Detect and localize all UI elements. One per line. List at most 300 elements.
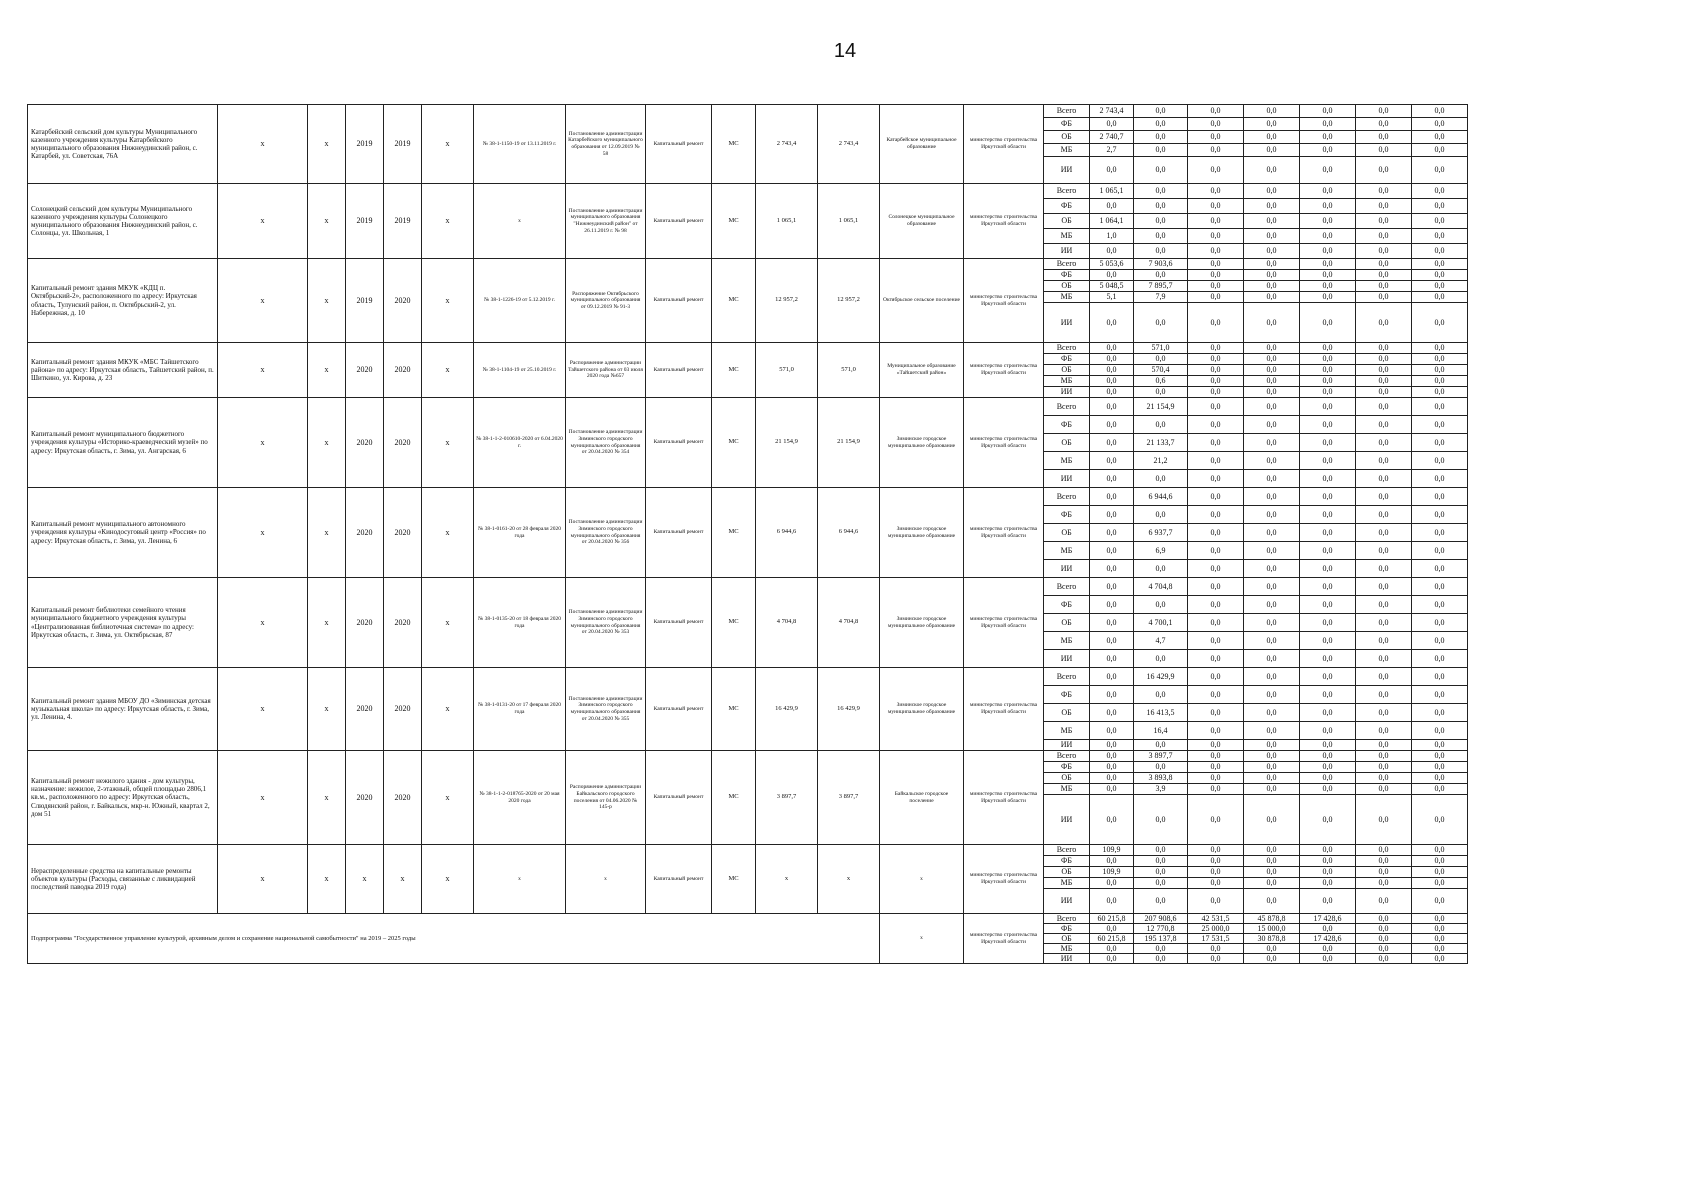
amount-cell: 0,0 bbox=[1134, 387, 1188, 398]
amount-cell: 0,0 bbox=[1356, 157, 1412, 184]
amount-cell: 0,0 bbox=[1134, 596, 1188, 614]
amount-cell: 0,0 bbox=[1356, 398, 1412, 416]
amount-cell: 0,0 bbox=[1412, 144, 1468, 157]
amount-cell: 0,0 bbox=[1244, 270, 1300, 281]
amount-cell: 0,0 bbox=[1188, 722, 1244, 740]
amount-cell: 12 770,8 bbox=[1134, 924, 1188, 934]
amount-cell: 0,0 bbox=[1356, 784, 1412, 795]
amount-cell: 0,0 bbox=[1300, 270, 1356, 281]
amount-cell: 0,0 bbox=[1412, 878, 1468, 889]
amount-cell: 0,6 bbox=[1134, 376, 1188, 387]
amount-cell: 0,0 bbox=[1188, 560, 1244, 578]
amount-cell: 0,0 bbox=[1090, 452, 1134, 470]
amount-cell: 0,0 bbox=[1188, 578, 1244, 596]
amount-cell: 0,0 bbox=[1244, 229, 1300, 244]
amount-cell: 0,0 bbox=[1300, 686, 1356, 704]
amount-cell: 2,7 bbox=[1090, 144, 1134, 157]
amount-cell: 0,0 bbox=[1356, 281, 1412, 292]
amount-cell: 0,0 bbox=[1356, 722, 1412, 740]
amount-cell: 0,0 bbox=[1300, 118, 1356, 131]
object-description-cell: Солонецкий сельский дом культуры Муниципального казенного учреждения культуры Солонецкого муниципального образования Нижнеудинский район, с. Солонцы, ул. Школьная, 1 bbox=[28, 184, 218, 259]
amount-cell: 0,0 bbox=[1244, 889, 1300, 914]
amount-cell: 0,0 bbox=[1356, 470, 1412, 488]
amount-cell: 0,0 bbox=[1356, 773, 1412, 784]
recipient-cell: Муниципальное образование «Тайшетский район» bbox=[880, 343, 964, 398]
amount-cell: 0,0 bbox=[1300, 281, 1356, 292]
amount-cell: 0,0 bbox=[1090, 470, 1134, 488]
fund-source-label: ОБ bbox=[1044, 214, 1090, 229]
amount-cell: 0,0 bbox=[1356, 889, 1412, 914]
amount-cell: 0,0 bbox=[1244, 376, 1300, 387]
start-year-cell: 2020 bbox=[346, 398, 384, 488]
start-year-cell: 2019 bbox=[346, 184, 384, 259]
work-type-cell: Капитальный ремонт bbox=[646, 398, 712, 488]
recipient-cell: Зиминское городское муниципальное образование bbox=[880, 668, 964, 751]
amount-cell: 0,0 bbox=[1090, 751, 1134, 762]
amount-cell: 0,0 bbox=[1356, 488, 1412, 506]
amount-cell: 0,0 bbox=[1356, 365, 1412, 376]
amount-cell: 0,0 bbox=[1134, 144, 1188, 157]
amount-cell: 0,0 bbox=[1412, 784, 1468, 795]
amount-cell: 21 154,9 bbox=[1134, 398, 1188, 416]
amount-cell: 45 878,8 bbox=[1244, 914, 1300, 924]
amount-cell: 0,0 bbox=[1134, 560, 1188, 578]
fund-source-label: ФБ bbox=[1044, 596, 1090, 614]
category-cell: МС bbox=[712, 259, 756, 343]
amount-cell: 0,0 bbox=[1188, 365, 1244, 376]
amount-cell: 0,0 bbox=[1090, 416, 1134, 434]
amount-cell: 0,0 bbox=[1300, 214, 1356, 229]
amount-cell: 0,0 bbox=[1188, 878, 1244, 889]
fund-source-label: ОБ bbox=[1044, 934, 1090, 944]
amount-cell: 0,0 bbox=[1300, 524, 1356, 542]
fund-source-label: Всего bbox=[1044, 343, 1090, 354]
amount-cell: 0,0 bbox=[1356, 650, 1412, 668]
mark-cell-1: х bbox=[218, 259, 308, 343]
amount-cell: 0,0 bbox=[1188, 944, 1244, 954]
fund-source-label: ОБ bbox=[1044, 524, 1090, 542]
amount-cell: 0,0 bbox=[1188, 281, 1244, 292]
amount-cell: 0,0 bbox=[1090, 704, 1134, 722]
amount-cell: 0,0 bbox=[1090, 944, 1134, 954]
amount-cell: 0,0 bbox=[1412, 470, 1468, 488]
amount-cell: 570,4 bbox=[1134, 365, 1188, 376]
amount-cell: 0,0 bbox=[1412, 889, 1468, 914]
amount-cell: 0,0 bbox=[1188, 416, 1244, 434]
amount-cell: 0,0 bbox=[1244, 281, 1300, 292]
amount-cell: 0,0 bbox=[1356, 292, 1412, 303]
recipient-cell: Байкальское городское поселение bbox=[880, 751, 964, 845]
amount-cell: 0,0 bbox=[1300, 542, 1356, 560]
estimated-cost-cell: 12 957,2 bbox=[756, 259, 818, 343]
amount-cell: 30 878,8 bbox=[1244, 934, 1300, 944]
amount-cell: 0,0 bbox=[1244, 856, 1300, 867]
amount-cell: 0,0 bbox=[1188, 470, 1244, 488]
amount-cell: 0,0 bbox=[1244, 878, 1300, 889]
amount-cell: 0,0 bbox=[1188, 524, 1244, 542]
amount-cell: 0,0 bbox=[1188, 303, 1244, 343]
mark-cell-1: х bbox=[218, 184, 308, 259]
mark-cell-3: х bbox=[422, 398, 474, 488]
mark-cell-1: х bbox=[218, 105, 308, 184]
amount-cell: 0,0 bbox=[1412, 105, 1468, 118]
expertise-cell: № 38-1-1226-19 от 5.12.2019 г. bbox=[474, 259, 566, 343]
amount-cell: 0,0 bbox=[1300, 376, 1356, 387]
amount-cell: 3,9 bbox=[1134, 784, 1188, 795]
recipient-cell: х bbox=[880, 845, 964, 914]
amount-cell: 0,0 bbox=[1188, 704, 1244, 722]
amount-cell: 0,0 bbox=[1356, 751, 1412, 762]
amount-cell: 0,0 bbox=[1090, 889, 1134, 914]
start-year-cell: 2019 bbox=[346, 259, 384, 343]
amount-cell: 0,0 bbox=[1412, 398, 1468, 416]
amount-cell: 0,0 bbox=[1090, 118, 1134, 131]
amount-cell: 16 429,9 bbox=[1134, 668, 1188, 686]
amount-cell: 0,0 bbox=[1300, 184, 1356, 199]
amount-cell: 0,0 bbox=[1090, 434, 1134, 452]
expertise-cell: № 38-1-1-2-010610-2020 от 6.04.2020 г. bbox=[474, 398, 566, 488]
amount-cell: 0,0 bbox=[1244, 944, 1300, 954]
amount-cell: 0,0 bbox=[1134, 105, 1188, 118]
start-year-cell: 2020 bbox=[346, 668, 384, 751]
fund-source-label: ИИ bbox=[1044, 650, 1090, 668]
category-cell: МС bbox=[712, 398, 756, 488]
end-year-cell: 2020 bbox=[384, 668, 422, 751]
estimated-cost-cell: 1 065,1 bbox=[756, 184, 818, 259]
amount-cell: 0,0 bbox=[1134, 214, 1188, 229]
amount-cell: 3 893,8 bbox=[1134, 773, 1188, 784]
amount-cell: 0,0 bbox=[1090, 773, 1134, 784]
work-type-cell: Капитальный ремонт bbox=[646, 578, 712, 668]
amount-cell: 0,0 bbox=[1356, 416, 1412, 434]
amount-cell: 0,0 bbox=[1412, 303, 1468, 343]
decision-act-cell: Распоряжение Октябрьского муниципального образования от 09.12.2019 № 91-3 bbox=[566, 259, 646, 343]
end-year-cell: 2020 bbox=[384, 578, 422, 668]
amount-cell: 0,0 bbox=[1300, 795, 1356, 845]
amount-cell: 0,0 bbox=[1244, 157, 1300, 184]
end-year-cell: 2020 bbox=[384, 259, 422, 343]
amount-cell: 0,0 bbox=[1090, 924, 1134, 934]
expertise-cell: № 38-1-1150-19 от 13.11.2019 г. bbox=[474, 105, 566, 184]
amount-cell: 0,0 bbox=[1412, 704, 1468, 722]
amount-cell: 0,0 bbox=[1244, 668, 1300, 686]
amount-cell: 0,0 bbox=[1244, 740, 1300, 751]
amount-cell: 0,0 bbox=[1188, 452, 1244, 470]
work-type-cell: Капитальный ремонт bbox=[646, 343, 712, 398]
amount-cell: 7 895,7 bbox=[1134, 281, 1188, 292]
table-row bbox=[28, 845, 1468, 856]
amount-cell: 17 531,5 bbox=[1188, 934, 1244, 944]
amount-cell: 0,0 bbox=[1244, 470, 1300, 488]
amount-cell: 0,0 bbox=[1300, 416, 1356, 434]
amount-cell: 0,0 bbox=[1412, 281, 1468, 292]
amount-cell: 0,0 bbox=[1300, 398, 1356, 416]
decision-act-cell: Распоряжение администрации Байкальского городского поселения от 04.06.2020 № 145-р bbox=[566, 751, 646, 845]
work-type-cell: Капитальный ремонт bbox=[646, 488, 712, 578]
amount-cell: 0,0 bbox=[1356, 506, 1412, 524]
amount-cell: 0,0 bbox=[1134, 650, 1188, 668]
amount-cell: 0,0 bbox=[1244, 199, 1300, 214]
fund-source-label: Всего bbox=[1044, 845, 1090, 856]
amount-cell: 0,0 bbox=[1090, 376, 1134, 387]
start-year-cell: 2019 bbox=[346, 105, 384, 184]
fund-source-label: ФБ bbox=[1044, 416, 1090, 434]
mark-cell-2: х bbox=[308, 259, 346, 343]
amount-cell: 0,0 bbox=[1188, 762, 1244, 773]
object-description-cell: Капитальный ремонт здания МКУК «КДЦ п. Октябрьский-2», расположенного по адресу: Иркутская область, Тулунский район, п. Октябрьский-2, ул. Набережная, д. 10 bbox=[28, 259, 218, 343]
decision-act-cell: х bbox=[566, 845, 646, 914]
decision-act-cell: Постановление администрации Зиминского городского муниципального образования от 20.04.2020 № 355 bbox=[566, 668, 646, 751]
fund-source-label: МБ bbox=[1044, 376, 1090, 387]
amount-cell: 0,0 bbox=[1356, 578, 1412, 596]
amount-cell: 0,0 bbox=[1412, 762, 1468, 773]
amount-cell: 0,0 bbox=[1244, 795, 1300, 845]
amount-cell: 0,0 bbox=[1188, 954, 1244, 964]
end-year-cell: 2020 bbox=[384, 488, 422, 578]
mark-cell-2: х bbox=[308, 488, 346, 578]
object-description-cell: Капитальный ремонт библиотеки семейного чтения муниципального бюджетного учреждения культуры «Централизованная библиотечная система» по адресу: Иркутская область, г. Зима, ул. Октябрьская, 87 bbox=[28, 578, 218, 668]
amount-cell: 0,0 bbox=[1090, 157, 1134, 184]
amount-cell: 0,0 bbox=[1134, 470, 1188, 488]
amount-cell: 0,0 bbox=[1412, 867, 1468, 878]
fund-source-label: ИИ bbox=[1044, 244, 1090, 259]
responsible-ministry-cell: министерство строительства Иркутской области bbox=[964, 578, 1044, 668]
mark-cell-3: х bbox=[422, 259, 474, 343]
decision-act-cell: Постановление администрации Зиминского городского муниципального образования от 20.04.2020 № 353 bbox=[566, 578, 646, 668]
expertise-cell: № 38-1-0131-20 от 17 февраля 2020 года bbox=[474, 668, 566, 751]
amount-cell: 0,0 bbox=[1412, 668, 1468, 686]
amount-cell: 6 944,6 bbox=[1134, 488, 1188, 506]
amount-cell: 0,0 bbox=[1412, 524, 1468, 542]
amount-cell: 0,0 bbox=[1134, 229, 1188, 244]
recipient-cell: Октябрьское сельское поселение bbox=[880, 259, 964, 343]
amount-cell: 0,0 bbox=[1090, 244, 1134, 259]
table-row bbox=[28, 398, 1468, 416]
amount-cell: 0,0 bbox=[1090, 762, 1134, 773]
recipient-cell: х bbox=[880, 914, 964, 964]
amount-cell: 0,0 bbox=[1356, 270, 1412, 281]
fund-source-label: ИИ bbox=[1044, 387, 1090, 398]
end-year-cell: 2019 bbox=[384, 184, 422, 259]
amount-cell: 0,0 bbox=[1134, 686, 1188, 704]
amount-cell: 0,0 bbox=[1244, 686, 1300, 704]
amount-cell: 0,0 bbox=[1134, 157, 1188, 184]
amount-cell: 0,0 bbox=[1300, 878, 1356, 889]
amount-cell: 0,0 bbox=[1412, 751, 1468, 762]
amount-cell: 0,0 bbox=[1300, 740, 1356, 751]
amount-cell: 6 937,7 bbox=[1134, 524, 1188, 542]
amount-cell: 0,0 bbox=[1356, 686, 1412, 704]
amount-cell: 0,0 bbox=[1244, 722, 1300, 740]
amount-cell: 0,0 bbox=[1188, 105, 1244, 118]
fund-source-label: ФБ bbox=[1044, 924, 1090, 934]
mark-cell-2: х bbox=[308, 105, 346, 184]
expertise-cell: № 38-1-0161-20 от 28 февраля 2020 года bbox=[474, 488, 566, 578]
amount-cell: 0,0 bbox=[1090, 343, 1134, 354]
mark-cell-3: х bbox=[422, 578, 474, 668]
amount-cell: 0,0 bbox=[1134, 303, 1188, 343]
mark-cell-3: х bbox=[422, 488, 474, 578]
work-type-cell: Капитальный ремонт bbox=[646, 668, 712, 751]
table-row bbox=[28, 488, 1468, 506]
amount-cell: 0,0 bbox=[1300, 704, 1356, 722]
amount-cell: 0,0 bbox=[1090, 303, 1134, 343]
amount-cell: 0,0 bbox=[1188, 244, 1244, 259]
category-cell: МС bbox=[712, 578, 756, 668]
fund-source-label: ОБ bbox=[1044, 773, 1090, 784]
amount-cell: 0,0 bbox=[1188, 270, 1244, 281]
estimated-cost-cell: 571,0 bbox=[756, 343, 818, 398]
work-type-cell: Капитальный ремонт bbox=[646, 845, 712, 914]
responsible-ministry-cell: министерство строительства Иркутской области bbox=[964, 259, 1044, 343]
mark-cell-3: х bbox=[422, 343, 474, 398]
amount-cell: 0,0 bbox=[1188, 292, 1244, 303]
investment-program-table bbox=[27, 104, 1468, 964]
start-year-cell: 2020 bbox=[346, 488, 384, 578]
work-type-cell: Капитальный ремонт bbox=[646, 751, 712, 845]
amount-cell: 0,0 bbox=[1244, 751, 1300, 762]
amount-cell: 0,0 bbox=[1300, 434, 1356, 452]
amount-cell: 16,4 bbox=[1134, 722, 1188, 740]
amount-cell: 0,0 bbox=[1300, 632, 1356, 650]
end-year-cell: 2020 bbox=[384, 343, 422, 398]
amount-cell: 0,0 bbox=[1412, 924, 1468, 934]
contract-cost-cell: 4 704,8 bbox=[818, 578, 880, 668]
fund-source-label: МБ bbox=[1044, 944, 1090, 954]
amount-cell: 0,0 bbox=[1356, 914, 1412, 924]
end-year-cell: 2020 bbox=[384, 751, 422, 845]
amount-cell: 0,0 bbox=[1356, 944, 1412, 954]
fund-source-label: ИИ bbox=[1044, 303, 1090, 343]
amount-cell: 0,0 bbox=[1188, 751, 1244, 762]
amount-cell: 0,0 bbox=[1356, 740, 1412, 751]
amount-cell: 0,0 bbox=[1300, 650, 1356, 668]
amount-cell: 0,0 bbox=[1188, 668, 1244, 686]
fund-source-label: ОБ bbox=[1044, 365, 1090, 376]
fund-source-label: ИИ bbox=[1044, 157, 1090, 184]
amount-cell: 0,0 bbox=[1412, 944, 1468, 954]
amount-cell: 0,0 bbox=[1300, 365, 1356, 376]
amount-cell: 0,0 bbox=[1356, 354, 1412, 365]
amount-cell: 0,0 bbox=[1188, 795, 1244, 845]
amount-cell: 0,0 bbox=[1300, 259, 1356, 270]
table-row bbox=[28, 105, 1468, 118]
fund-source-label: Всего bbox=[1044, 751, 1090, 762]
amount-cell: 0,0 bbox=[1244, 354, 1300, 365]
mark-cell-1: х bbox=[218, 668, 308, 751]
amount-cell: 0,0 bbox=[1300, 614, 1356, 632]
amount-cell: 0,0 bbox=[1090, 199, 1134, 214]
object-description-cell: Капитальный ремонт нежилого здания - дом культуры, назначение: нежилое, 2-этажный, общей площадью 2806,1 кв.м., расположенного по адресу: Иркутская область, Слюдянский район, г. Байкальск, мкр-н. Южный, квартал 2, дом 51 bbox=[28, 751, 218, 845]
amount-cell: 0,0 bbox=[1090, 398, 1134, 416]
amount-cell: 0,0 bbox=[1188, 343, 1244, 354]
category-cell: МС bbox=[712, 488, 756, 578]
amount-cell: 0,0 bbox=[1300, 924, 1356, 934]
amount-cell: 0,0 bbox=[1090, 632, 1134, 650]
mark-cell-2: х bbox=[308, 578, 346, 668]
amount-cell: 0,0 bbox=[1356, 434, 1412, 452]
amount-cell: 0,0 bbox=[1356, 614, 1412, 632]
amount-cell: 1 065,1 bbox=[1090, 184, 1134, 199]
fund-source-label: ОБ bbox=[1044, 704, 1090, 722]
amount-cell: 0,0 bbox=[1244, 416, 1300, 434]
amount-cell: 0,0 bbox=[1244, 560, 1300, 578]
amount-cell: 0,0 bbox=[1090, 740, 1134, 751]
fund-source-label: МБ bbox=[1044, 784, 1090, 795]
amount-cell: 0,0 bbox=[1134, 856, 1188, 867]
amount-cell: 0,0 bbox=[1244, 144, 1300, 157]
mark-cell-2: х bbox=[308, 751, 346, 845]
contract-cost-cell: 21 154,9 bbox=[818, 398, 880, 488]
amount-cell: 4 704,8 bbox=[1134, 578, 1188, 596]
responsible-ministry-cell: министерство строительства Иркутской области bbox=[964, 343, 1044, 398]
amount-cell: 0,0 bbox=[1090, 506, 1134, 524]
amount-cell: 0,0 bbox=[1412, 259, 1468, 270]
amount-cell: 0,0 bbox=[1244, 867, 1300, 878]
amount-cell: 0,0 bbox=[1300, 845, 1356, 856]
amount-cell: 0,0 bbox=[1134, 795, 1188, 845]
amount-cell: 0,0 bbox=[1412, 387, 1468, 398]
amount-cell: 0,0 bbox=[1412, 416, 1468, 434]
amount-cell: 0,0 bbox=[1300, 488, 1356, 506]
estimated-cost-cell: 6 944,6 bbox=[756, 488, 818, 578]
fund-source-label: Всего bbox=[1044, 398, 1090, 416]
amount-cell: 0,0 bbox=[1090, 878, 1134, 889]
mark-cell-2: х bbox=[308, 343, 346, 398]
amount-cell: 0,0 bbox=[1300, 292, 1356, 303]
amount-cell: 0,0 bbox=[1134, 954, 1188, 964]
amount-cell: 0,0 bbox=[1244, 524, 1300, 542]
fund-source-label: Всего bbox=[1044, 914, 1090, 924]
amount-cell: 0,0 bbox=[1188, 144, 1244, 157]
amount-cell: 0,0 bbox=[1356, 184, 1412, 199]
amount-cell: 0,0 bbox=[1356, 668, 1412, 686]
amount-cell: 4,7 bbox=[1134, 632, 1188, 650]
start-year-cell: 2020 bbox=[346, 751, 384, 845]
amount-cell: 0,0 bbox=[1300, 452, 1356, 470]
amount-cell: 4 700,1 bbox=[1134, 614, 1188, 632]
amount-cell: 0,0 bbox=[1134, 762, 1188, 773]
contract-cost-cell: 571,0 bbox=[818, 343, 880, 398]
responsible-ministry-cell: министерство строительства Иркутской области bbox=[964, 751, 1044, 845]
amount-cell: 0,0 bbox=[1356, 845, 1412, 856]
amount-cell: 0,0 bbox=[1090, 795, 1134, 845]
amount-cell: 0,0 bbox=[1134, 845, 1188, 856]
mark-cell-3: х bbox=[422, 184, 474, 259]
decision-act-cell: Постановление администрации Катарбейского муниципального образования от 12.09.2019 № 58 bbox=[566, 105, 646, 184]
amount-cell: 0,0 bbox=[1356, 452, 1412, 470]
amount-cell: 0,0 bbox=[1188, 376, 1244, 387]
category-cell: МС bbox=[712, 845, 756, 914]
amount-cell: 0,0 bbox=[1188, 259, 1244, 270]
amount-cell: 0,0 bbox=[1188, 354, 1244, 365]
mark-cell-1: х bbox=[218, 845, 308, 914]
amount-cell: 0,0 bbox=[1412, 773, 1468, 784]
fund-source-label: МБ bbox=[1044, 144, 1090, 157]
expertise-cell: № 38-1-1104-19 от 25.10.2019 г. bbox=[474, 343, 566, 398]
contract-cost-cell: х bbox=[818, 845, 880, 914]
amount-cell: 0,0 bbox=[1244, 578, 1300, 596]
fund-source-label: МБ bbox=[1044, 722, 1090, 740]
amount-cell: 0,0 bbox=[1188, 214, 1244, 229]
amount-cell: 7 903,6 bbox=[1134, 259, 1188, 270]
amount-cell: 0,0 bbox=[1188, 784, 1244, 795]
work-type-cell: Капитальный ремонт bbox=[646, 259, 712, 343]
amount-cell: 0,0 bbox=[1300, 354, 1356, 365]
amount-cell: 0,0 bbox=[1188, 131, 1244, 144]
responsible-ministry-cell: министерство строительства Иркутской области bbox=[964, 845, 1044, 914]
amount-cell: 21,2 bbox=[1134, 452, 1188, 470]
